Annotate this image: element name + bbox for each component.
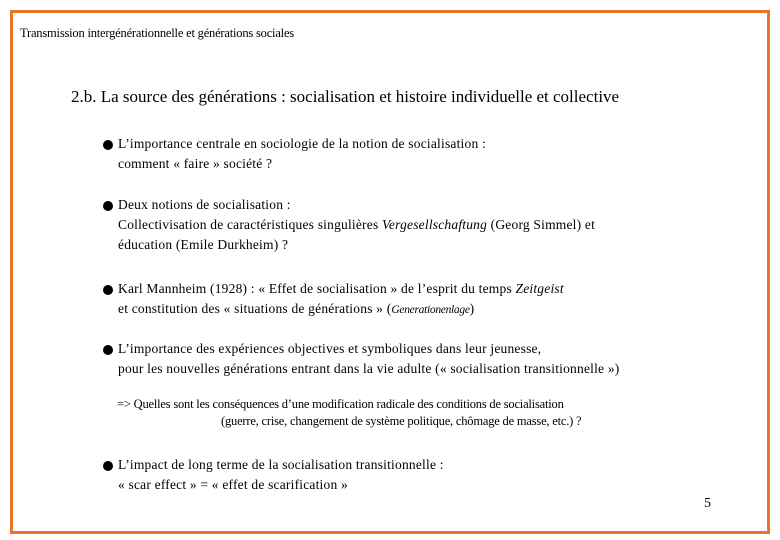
bullet-4-line-1: L’importance des expériences objectives et symboliques dans leur jeunesse, — [118, 341, 542, 356]
bullet-1-line-1: L’importance centrale en sociologie de la notion de socialisation : — [118, 136, 486, 151]
note-line-2: (guerre, crise, changement de système politique, chômage de masse, etc.) ? — [221, 414, 582, 428]
page-number: 5 — [704, 496, 711, 511]
bullet-3-term-generationenlage: Generationenlage — [391, 304, 470, 316]
bullet-5-line-1: L’impact de long terme de la socialisation transitionnelle : — [118, 457, 444, 472]
bullet-dot-icon — [103, 345, 113, 355]
bullet-dot-icon — [103, 201, 113, 211]
bullet-3-line-2-suffix: ) — [469, 301, 475, 316]
bullet-5 — [103, 455, 444, 495]
bullet-3-line-1 — [118, 279, 564, 299]
bullet-2 — [103, 195, 595, 255]
bullet-1 — [103, 134, 486, 174]
bullet-dot-icon — [103, 285, 113, 295]
bullet-2-line-2-suffix: (Georg Simmel) et — [487, 217, 596, 232]
bullet-3-line-2 — [118, 299, 564, 320]
bullet-2-line-3: éducation (Emile Durkheim) ? — [118, 237, 289, 252]
bullet-dot-icon — [103, 461, 113, 471]
bullet-2-line-1: Deux notions de socialisation : — [118, 197, 291, 212]
bullet-5-line-2: « scar effect » = « effet de scarification » — [118, 477, 348, 492]
bullet-4 — [103, 339, 619, 379]
bullet-2-line-2-text: Collectivisation de caractéristiques singulières — [118, 217, 382, 232]
bullet-dot-icon — [103, 140, 113, 150]
bullet-3-line-2-text: et constitution des « situations de générations » ( — [118, 301, 392, 316]
bullet-4-line-2: pour les nouvelles générations entrant dans la vie adulte (« socialisation transitionnelle ») — [118, 361, 620, 376]
bullet-3-term-zeitgeist: Zeitgeist — [515, 281, 564, 296]
bullet-3 — [103, 279, 564, 320]
note-line-1: => Quelles sont les conséquences d’une modification radicale des conditions de socialisation — [117, 397, 564, 411]
slide-header: Transmission intergénérationnelle et générations sociales — [20, 26, 294, 40]
bullet-2-term-vergesellschaftung: Vergesellschaftung — [381, 217, 488, 232]
bullet-3-line-1-text: Karl Mannheim (1928) : « Effet de socialisation » de l’esprit du temps — [118, 281, 516, 296]
slide-title: 2.b. La source des générations : socialisation et histoire individuelle et collective — [71, 87, 620, 106]
bullet-1-line-2: comment « faire » société ? — [118, 156, 273, 171]
bullet-2-line-2 — [118, 215, 595, 235]
